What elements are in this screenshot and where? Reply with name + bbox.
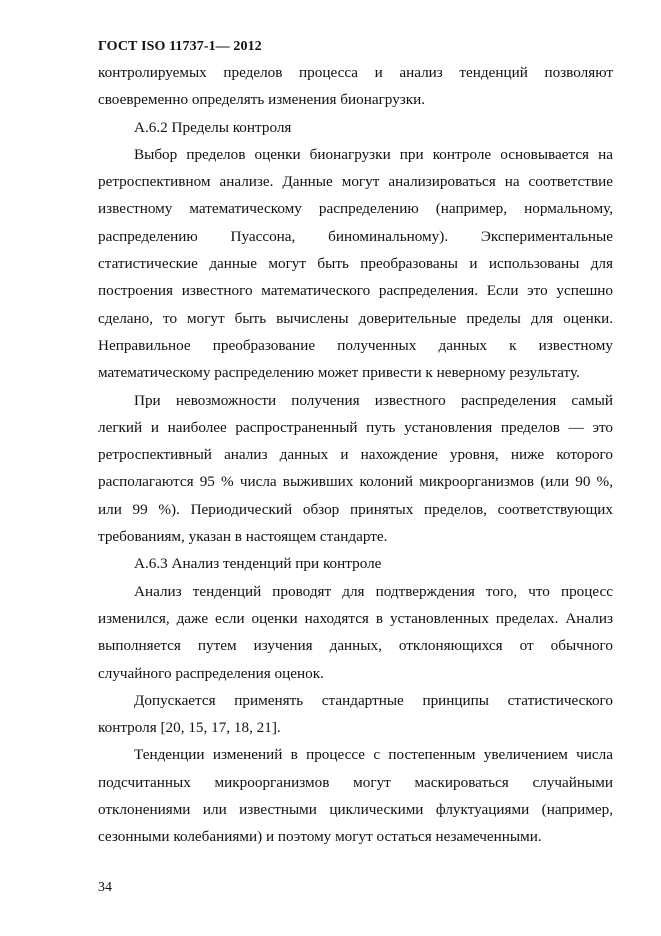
text-line: Выбор пределов оценки бионагрузки при контроле основывается на <box>134 145 613 163</box>
page-number: 34 <box>98 880 112 895</box>
text-line: контролируемых пределов процесса и анализ тенденций позволяют <box>98 64 613 81</box>
text-line: контроля [20, 15, 17, 18, 21]. <box>98 719 281 737</box>
text-line: подсчитанных микроорганизмов могут маскироваться случайными <box>98 773 613 791</box>
body-text <box>98 59 613 851</box>
text-line: располагаются 95 % числа выживших колоний микроорганизмов (или 90 %, <box>98 473 613 491</box>
text-line: своевременно определять изменения бионагрузки. <box>98 91 426 109</box>
text-line: построения известного математического распределения. Если это успешно <box>98 282 613 300</box>
text-line: сделано, то могут быть вычислены доверительные пределы для оценки. <box>98 309 613 327</box>
text-line: Анализ тенденций проводят для подтверждения того, что процесс <box>134 582 613 600</box>
text-line: ретроспективном анализе. Данные могут анализироваться на соответствие <box>98 173 613 191</box>
text-line: случайного распределения оценок. <box>98 664 324 682</box>
text-line: математическому распределению может привести к неверному результату. <box>98 364 580 382</box>
text-line: статистические данные могут быть преобразованы и использованы для <box>98 255 613 273</box>
document-header: ГОСТ ISO 11737-1— 2012 <box>98 39 262 54</box>
text-line: При невозможности получения известного распределения самый <box>134 391 613 409</box>
text-line: известному математическому распределению (например, нормальному, <box>98 200 613 218</box>
text-line: А.6.3 Анализ тенденций при контроле <box>134 555 382 573</box>
text-line: легкий и наиболее распространенный путь установления пределов — это <box>98 418 613 436</box>
text-line: сезонными колебаниями) и поэтому могут остаться незамеченными. <box>98 828 542 846</box>
text-line: ретроспективный анализ данных и нахождение уровня, ниже которого <box>98 446 613 464</box>
text-line: отклонениями или известными циклическими флуктуациями (например, <box>98 801 613 819</box>
text-line: выполняется путем изучения данных, отклоняющихся от обычного <box>98 637 613 655</box>
text-line: распределению Пуассона, биноминальному). Экспериментальные <box>98 227 613 245</box>
text-line: А.6.2 Пределы контроля <box>134 118 292 136</box>
text-line: Неправильное преобразование полученных данных к известному <box>98 336 613 354</box>
text-line: Тенденции изменений в процессе с постепенным увеличением числа <box>134 746 613 764</box>
text-line: требованиям, указан в настоящем стандарте. <box>98 528 388 546</box>
text-line: изменился, даже если оценки находятся в установленных пределах. Анализ <box>98 609 613 627</box>
text-line: или 99 %). Периодический обзор принятых пределов, соответствующих <box>98 500 613 518</box>
text-line: Допускается применять стандартные принципы статистического <box>134 691 613 709</box>
